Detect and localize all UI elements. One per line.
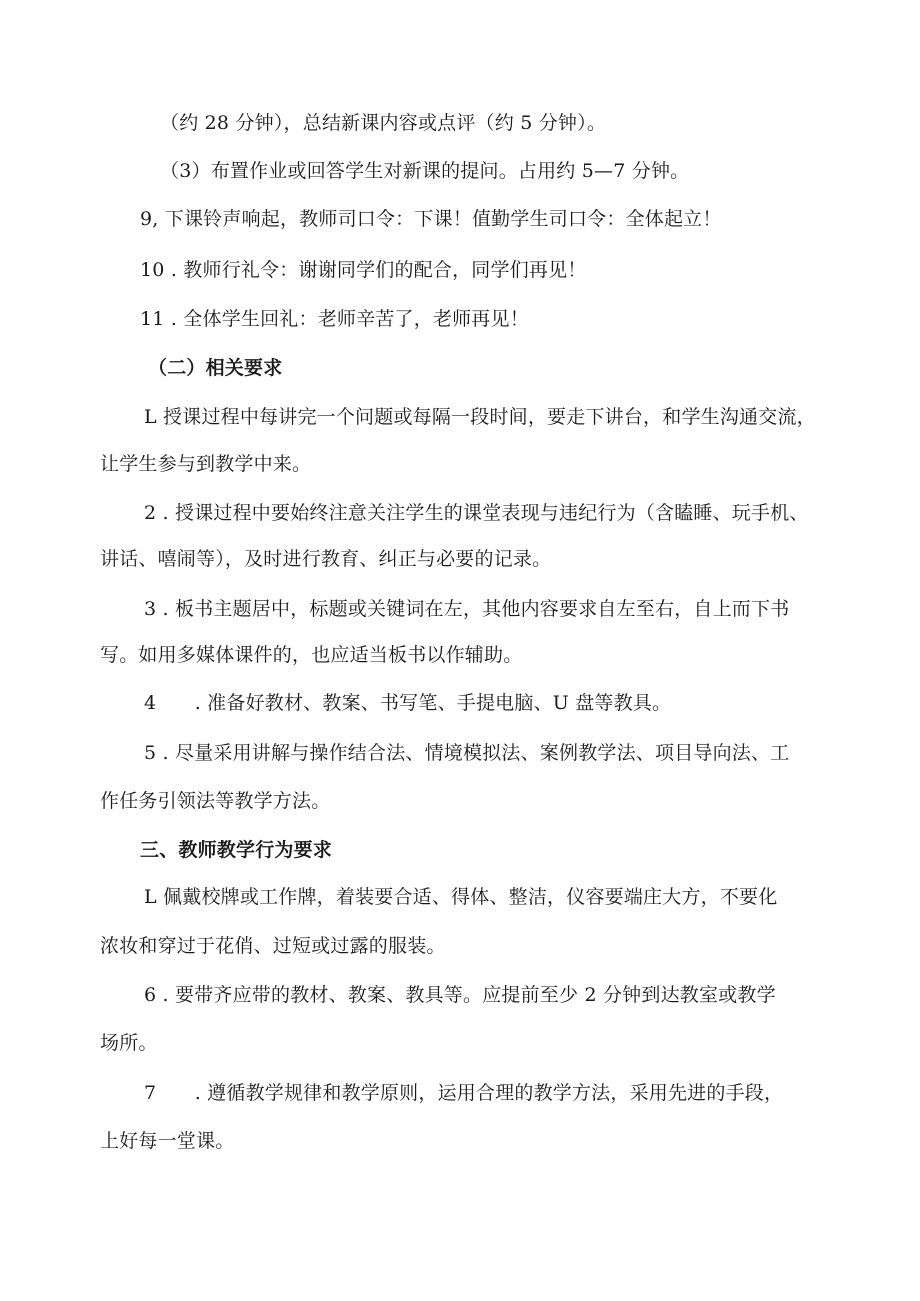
text-line: 浓妆和穿过于花俏、过短或过露的服装。	[100, 935, 446, 957]
text-line: 5 . 尽量采用讲解与操作结合法、情境模拟法、案例教学法、项目导向法、工	[144, 742, 790, 764]
text-line: 上好每一堂课。	[100, 1130, 235, 1152]
text-line: 讲话、嘻闹等），及时进行教育、纠正与必要的记录。	[100, 548, 552, 570]
text-line: 10 . 教师行礼令：谢谢同学们的配合，同学们再见！	[140, 259, 587, 281]
text-line: （3）布置作业或回答学生对新课的提问。占用约 5—7 分钟。	[160, 160, 690, 182]
text-line: （约 28 分钟），总结新课内容或点评（约 5 分钟）。	[160, 112, 607, 134]
text-line: L 佩戴校牌或工作牌，着装要合适、得体、整洁，仪容要端庄大方，不要化	[144, 886, 778, 908]
section-heading: 三、教师教学行为要求	[140, 839, 333, 861]
text-line: 3 . 板书主题居中，标题或关键词在左，其他内容要求自左至右，自上而下书	[144, 598, 790, 620]
section-heading: （二）相关要求	[148, 357, 283, 379]
text-line: L 授课过程中每讲完一个问题或每隔一段时间，要走下讲台，和学生沟通交流，	[144, 406, 816, 428]
text-line: 7 . 遵循教学规律和教学原则，运用合理的教学方法，采用先进的手段，	[144, 1082, 784, 1104]
text-line: 6 . 要带齐应带的教材、教案、教具等。应提前至少 2 分钟到达教室或教学	[144, 984, 776, 1006]
text-line: 4 . 准备好教材、教案、书写笔、手提电脑、U 盘等教具。	[144, 692, 672, 714]
text-line: 场所。	[100, 1032, 158, 1054]
text-line: 9, 下课铃声响起，教师司口令：下课！值勤学生司口令：全体起立！	[140, 208, 722, 230]
text-line: 11 . 全体学生回礼：老师辛苦了，老师再见！	[140, 308, 529, 330]
text-line: 让学生参与到教学中来。	[100, 453, 312, 475]
text-line: 写。如用多媒体课件的，也应适当板书以作辅助。	[100, 644, 523, 666]
text-line: 2 . 授课过程中要始终注意关注学生的课堂表现与违纪行为（含瞌睡、玩手机、	[144, 502, 809, 524]
text-line: 作任务引领法等教学方法。	[100, 790, 331, 812]
